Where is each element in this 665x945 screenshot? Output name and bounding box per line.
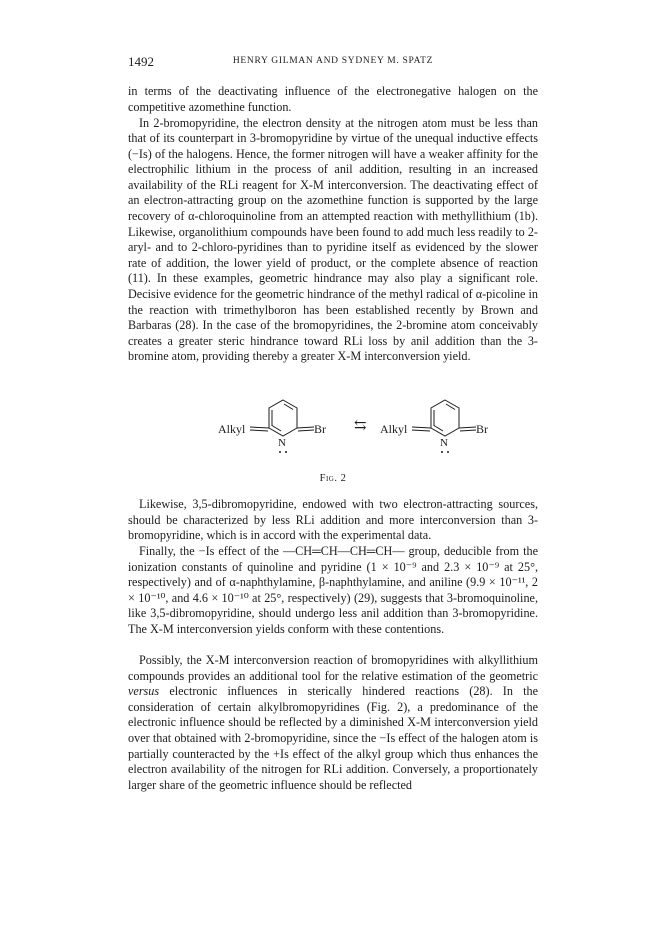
right-lone-pair-dot xyxy=(447,451,449,453)
figure-caption: Fig. 2 xyxy=(319,473,347,484)
left-ring-double-bonds xyxy=(272,404,293,431)
paragraph-2: In 2-bromopyridine, the electron density at the nitrogen atom must be less than that of its counterpart in 3-bromopyridine by virtue of the unequal inductive effects (−Is) of the halogens. Hence, the former nitrogen will have a weaker affinity for the electrophilic lithium in the process of anil addition, resulting in an increased availability of the RLi reagent for X-M interconversion. The deactivating effect of an electron-attracting group on the azomethine function is supported by the large recovery of α-chloroquinoline from an attempted reaction with methyllithium (1b). Likewise, organolithium compounds have been found to add much less readily to 2-aryl- and to 2-chloro-pyridines than to pyridine itself as evidenced by the slower rate of addition, the lower yield of product, or the complete absence of reaction (11). In these examples, geometric hindrance may also play a significant role. Decisive evidence for the geometric hindrance of the methyl radical of α-picoline in the reaction with trimethylboron has been established recently by Brown and Barbaras (28). In the case of the bromopyridines, the 2-bromine atom conceivably creates a greater steric hindrance toward RLi loss by anil addition than the 3-bromine atom, providing thereby a greater X-M interconversion yield. xyxy=(128,115,538,364)
left-alkyl-bond xyxy=(250,427,269,431)
paragraph-5-end: electronic influences in sterically hindered reactions (28). In the consideration of certain alkylbromopyridines (Fig. 2), a predominance of the electronic influence should be reflected by a diminished X-M interconversion yield over that obtained with 2-bromopyridine, since the −Is effect of the halogen atom is partially counteracted by the +Is effect of the alkyl group which thus enhances the electron availability of the nitrogen for RLi addition. Conversely, a proportionately larger share of the geometric influence should be reflected xyxy=(128,684,538,792)
figure-2 xyxy=(210,392,520,470)
paragraph-5-start: Possibly, the X-M interconversion reaction of bromopyridines with alkyllithium compounds provides an additional tool for the relative estimation of the geometric xyxy=(128,653,538,683)
left-pyridine-ring xyxy=(269,400,297,436)
left-alkyl-label: Alkyl xyxy=(218,422,246,436)
page-number: 1492 xyxy=(128,54,154,69)
left-n-label: N xyxy=(278,437,286,449)
right-br-bond xyxy=(459,427,476,431)
right-lone-pair-dot xyxy=(441,451,443,453)
running-header xyxy=(128,54,538,70)
equilibrium-arrow: ⇆ xyxy=(354,418,367,434)
right-pyridine-ring xyxy=(431,400,459,436)
left-lone-pair-dot xyxy=(285,451,287,453)
paragraph-1: in terms of the deactivating influence of the electronegative halogen on the competitive azomethine function. xyxy=(128,84,538,114)
paragraph-4: Finally, the −Is effect of the —CH═CH—CH═CH— group, deducible from the ionization constants of quinoline and pyridine (1 × 10⁻⁹ and 2.3 × 10⁻⁹ at 25°, respectively) and of α-naphthylamine, β-naphthylamine, and aniline (9.9 × 10⁻¹¹, 2 × 10⁻¹⁰, and 4.6 × 10⁻¹⁰ at 25°, respectively) (29), suggests that 3-bromoquinoline, like 3,5-dibromopyridine, should undergo less anil addition than 3-bromopyridine. The X-M interconversion yields conform with these contentions. xyxy=(128,544,538,636)
right-ring-double-bonds xyxy=(434,404,455,431)
right-alkyl-label: Alkyl xyxy=(380,422,408,436)
italic-versus: versus xyxy=(128,684,160,699)
right-n-label: N xyxy=(440,437,448,449)
structure-drawing xyxy=(210,392,520,470)
paragraph-3: Likewise, 3,5-dibromopyridine, endowed with two electron-attracting sources, should be characterized by less RLi addition and more interconversion than 3-bromopyridine, which is in accord with the experimental data. xyxy=(128,497,538,543)
paragraph-5 xyxy=(128,653,538,793)
left-lone-pair-dot xyxy=(279,451,281,453)
running-title: HENRY GILMAN AND SYDNEY M. SPATZ xyxy=(232,56,434,66)
right-br-label: Br xyxy=(476,422,488,436)
left-br-label: Br xyxy=(314,422,326,436)
left-br-bond xyxy=(297,427,314,431)
right-alkyl-bond xyxy=(412,427,431,431)
